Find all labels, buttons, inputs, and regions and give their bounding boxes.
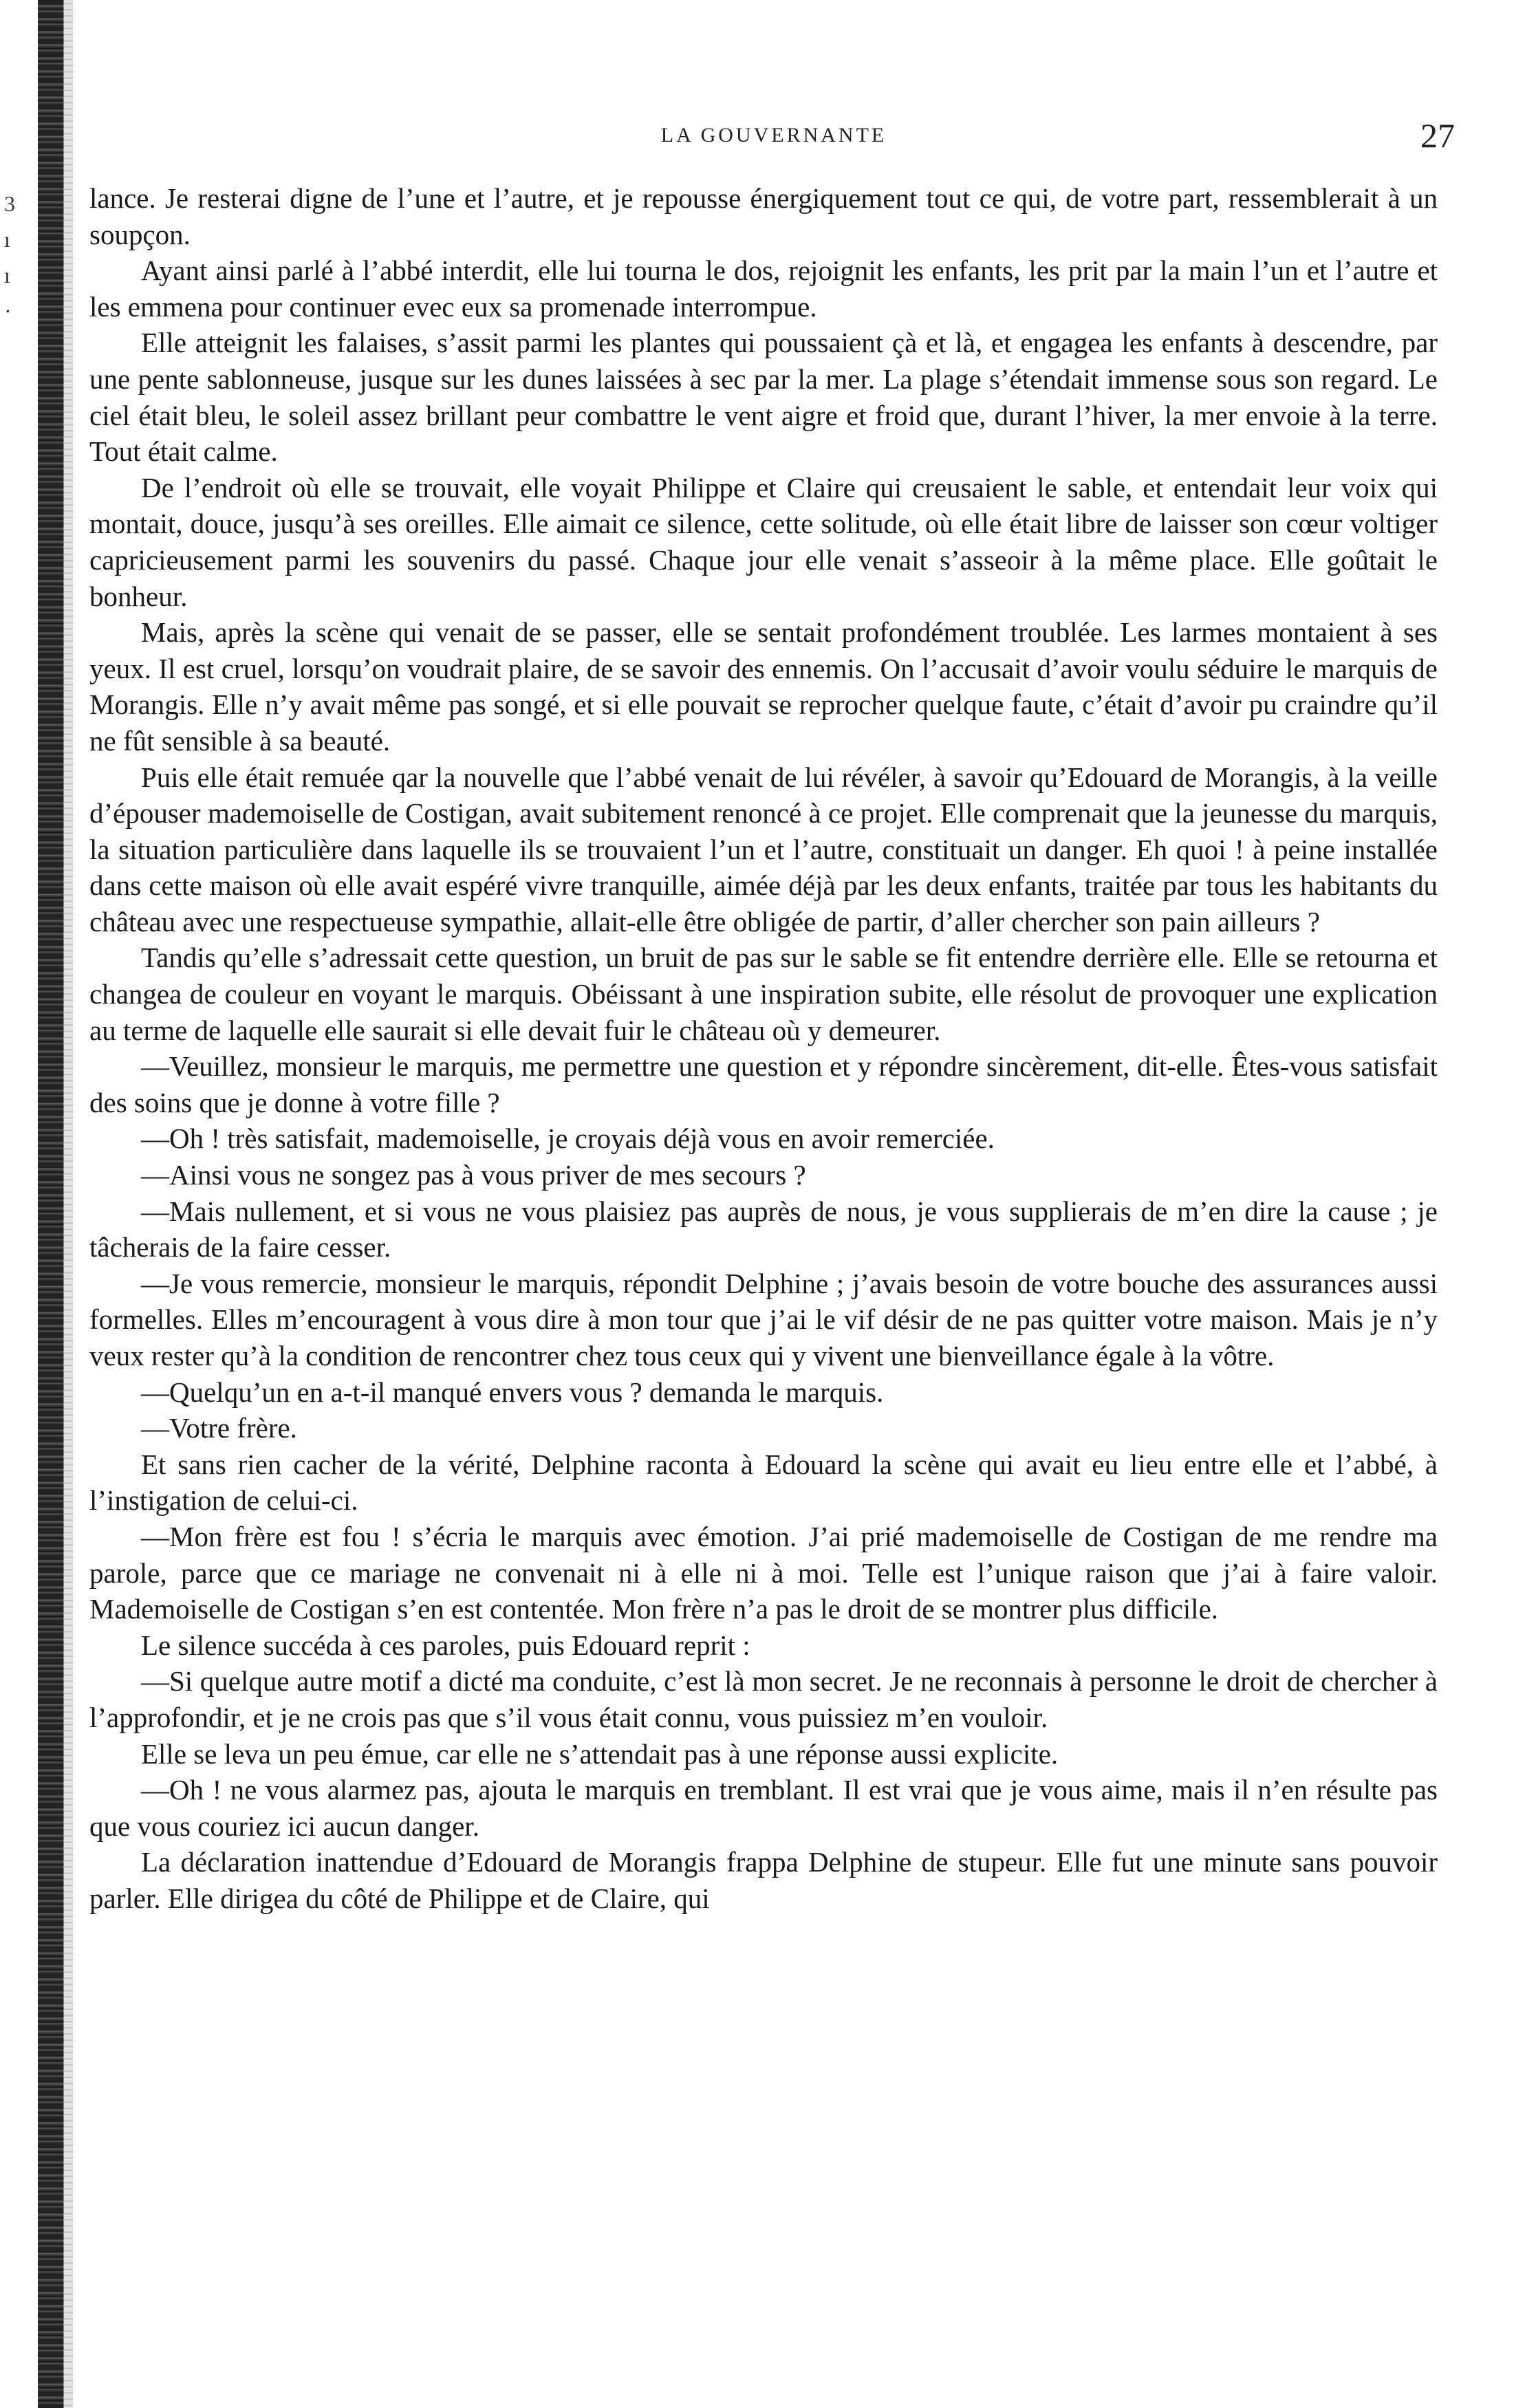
dialogue-line: —Votre frère. [141,1412,297,1444]
margin-mark: ı [4,263,10,288]
paragraph: lance. Je resterai digne de l’une et l’autre, et je repousse énergiquement tout ce qui, de votre part, ressemblerait à un soupçon. [89,182,1438,250]
binding-edge [38,0,64,2408]
dialogue-line: —Ainsi vous ne songez pas à vous priver de mes secours ? [141,1159,806,1191]
margin-mark: ı [4,227,10,252]
paragraph: La déclaration inattendue d’Edouard de Morangis frappa Delphine de stupeur. Elle fut une minute sans pouvoir parler. Elle dirigea du côté de Philippe et de Claire, qui [89,1846,1438,1914]
dialogue-line: —Mon frère est fou ! s’écria le marquis avec émotion. J’ai prié mademoiselle de Costigan de me rendre ma parole, parce que ce mariage ne convenait ni à elle ni à moi. Telle est l’unique raison que j’ai à faire valoir. Mademoiselle de Costigan s’en est contentée. Mon frère n’a pas le droit de se montrer plus difficile. [89,1520,1438,1625]
body-text [89,180,1438,1917]
paragraph: Et sans rien cacher de la vérité, Delphine raconta à Edouard la scène qui avait eu lieu entre elle et l’abbé, à l’instigation de celui-ci. [89,1448,1438,1517]
paragraph: De l’endroit où elle se trouvait, elle voyait Philippe et Claire qui creusaient le sable, et entendait leur voix qui montait, douce, jusqu’à ses oreilles. Elle aimait ce silence, cette solitude, où elle était libre de laisser son cœur voltiger capricieusement parmi les souvenirs du passé. Chaque jour elle venait s’asseoir à la même place. Elle goûtait le bonheur. [89,471,1438,612]
page-number: 27 [1420,116,1455,155]
margin-mark: 3 [4,191,15,216]
dialogue-line: —Oh ! très satisfait, mademoiselle, je croyais déjà vous en avoir remerciée. [141,1122,995,1155]
dialogue-line: —Mais nullement, et si vous ne vous plaisiez pas auprès de nous, je vous supplierais de m’en dire la cause ; je tâcherais de la faire cesser. [89,1195,1438,1263]
paragraph: Elle se leva un peu émue, car elle ne s’attendait pas à une réponse aussi explicite. [141,1737,1059,1770]
binding-gutter [63,0,73,2408]
margin-mark: · [4,299,12,323]
page-header [86,116,1462,157]
dialogue-line: —Si quelque autre motif a dicté ma conduite, c’est là mon secret. Je ne reconnais à personne le droit de chercher à l’approfondir, et je ne crois pas que s’il vous était connu, vous puissiez m’en vouloir. [89,1665,1438,1733]
running-title: LA GOUVERNANTE [660,124,887,147]
dialogue-line: —Quelqu’un en a-t-il manqué envers vous ? demanda le marquis. [141,1376,884,1408]
paragraph: Elle atteignit les falaises, s’assit parmi les plantes qui poussaient çà et là, et engagea les enfants à descendre, par une pente sablonneuse, jusque sur les dunes laissées à sec par la mer. La plage s’étendait immense sous son regard. Le ciel était bleu, le soleil assez brillant peur combattre le vent aigre et froid que, durant l’hiver, la mer envoie à la terre. Tout était calme. [89,327,1438,468]
dialogue-line: —Je vous remercie, monsieur le marquis, répondit Delphine ; j’avais besoin de votre bouche des assurances aussi formelles. Elles m’encouragent à vous dire à mon tour que j’ai le vif désir de ne pas quitter votre maison. Mais je n’y veux rester qu’à la condition de rencontrer chez tous ceux qui y vivent une bienveillance égale à la vôtre. [89,1267,1438,1371]
margin-marks [4,186,25,329]
dialogue-line: —Veuillez, monsieur le marquis, me permettre une question et y répondre sincèrement, dit-elle. Êtes-vous satisfait des soins que je donne à votre fille ? [89,1050,1438,1118]
paragraph: Tandis qu’elle s’adressait cette question, un bruit de pas sur le sable se fit entendre derrière elle. Elle se retourna et changea de couleur en voyant le marquis. Obéissant à une inspiration subite, elle résolut de provoquer une explication au terme de laquelle elle saurait si elle devait fuir le château où y demeurer. [89,942,1438,1046]
paragraph: Le silence succéda à ces paroles, puis Edouard reprit : [141,1629,750,1661]
dialogue-line: —Oh ! ne vous alarmez pas, ajouta le marquis en tremblant. Il est vrai que je vous aime, mais il n’en résulte pas que vous couriez ici aucun danger. [89,1774,1438,1842]
paragraph: Puis elle était remuée qar la nouvelle que l’abbé venait de lui révéler, à savoir qu’Edouard de Morangis, à la veille d’épouser mademoiselle de Costigan, avait subitement renoncé à ce projet. Elle comprenait que la jeunesse du marquis, la situation particulière dans laquelle ils se trouvaient l’un et l’autre, constituait un danger. Eh quoi ! à peine installée dans cette maison où elle avait espéré vivre tranquille, aimée déjà par les deux enfants, traitée par tous les habitants du château avec une respectueuse sympathie, allait-elle être obligée de partir, d’aller chercher son pain ailleurs ? [89,761,1438,937]
paragraph: Ayant ainsi parlé à l’abbé interdit, elle lui tourna le dos, rejoignit les enfants, les prit par la main l’un et l’autre et les emmena pour continuer evec eux sa promenade interrompue. [89,254,1438,323]
paragraph: Mais, après la scène qui venait de se passer, elle se sentait profondément troublée. Les larmes montaient à ses yeux. Il est cruel, lorsqu’on voudrait plaire, de se savoir des ennemis. On l’accusait d’avoir voulu séduire le marquis de Morangis. Elle n’y avait même pas songé, et si elle pouvait se reprocher quelque faute, c’était d’avoir pu craindre qu’il ne fût sensible à sa beauté. [89,616,1438,757]
